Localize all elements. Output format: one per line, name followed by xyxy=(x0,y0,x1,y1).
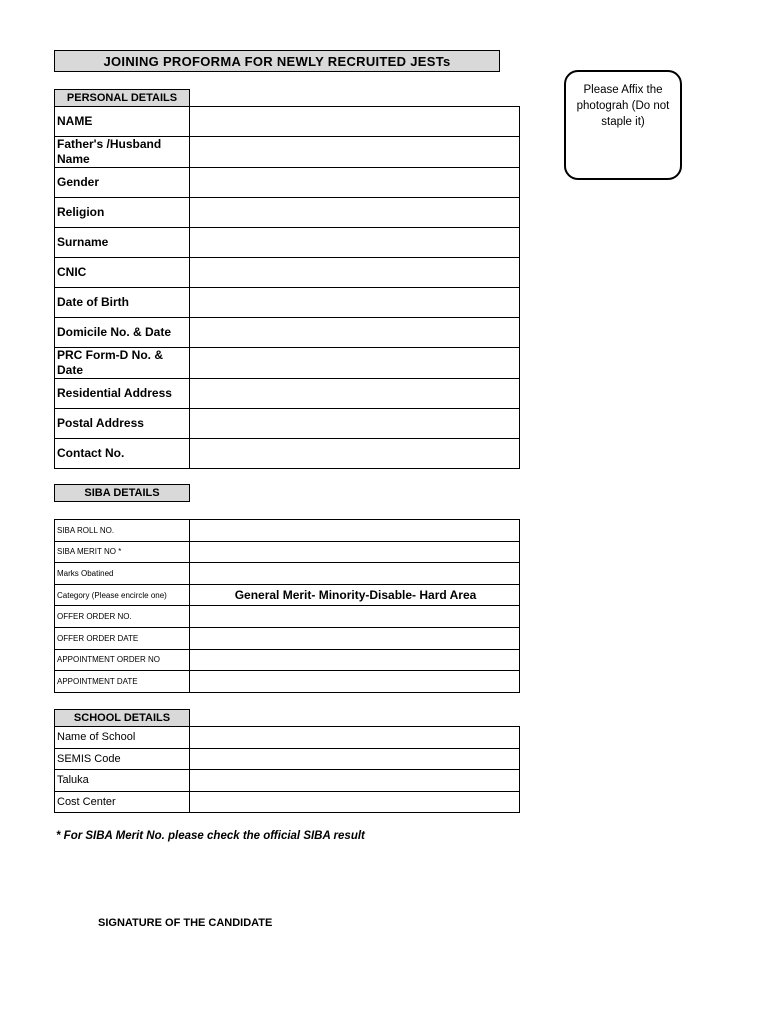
field-value-appointment-date[interactable] xyxy=(190,671,520,693)
field-label-surname: Surname xyxy=(55,228,190,258)
field-value-cnic[interactable] xyxy=(190,258,520,288)
field-label-semis-code: SEMIS Code xyxy=(55,748,190,770)
field-value-surname[interactable] xyxy=(190,228,520,258)
field-value-taluka[interactable] xyxy=(190,770,520,792)
field-label-residential-address: Residential Address xyxy=(55,379,190,409)
table-row xyxy=(55,606,520,628)
field-label-contact-no: Contact No. xyxy=(55,439,190,469)
field-label-domicile: Domicile No. & Date xyxy=(55,318,190,348)
field-label-gender: Gender xyxy=(55,168,190,198)
photo-placeholder: Please Affix the photograh (Do not staple it) xyxy=(564,70,682,180)
field-label-offer-order-date: OFFER ORDER DATE xyxy=(55,627,190,649)
table-row xyxy=(55,258,520,288)
table-row xyxy=(55,168,520,198)
table-row xyxy=(55,563,520,585)
table-row xyxy=(55,520,520,542)
table-row xyxy=(55,770,520,792)
field-value-marks-obtained[interactable] xyxy=(190,563,520,585)
table-row xyxy=(55,748,520,770)
field-value-offer-order-no[interactable] xyxy=(190,606,520,628)
field-label-appointment-date: APPOINTMENT DATE xyxy=(55,671,190,693)
field-value-siba-roll-no[interactable] xyxy=(190,520,520,542)
footnote: * For SIBA Merit No. please check the official SIBA result xyxy=(56,830,365,842)
field-label-siba-merit-no: SIBA MERIT NO * xyxy=(55,541,190,563)
field-value-semis-code[interactable] xyxy=(190,748,520,770)
field-value-siba-merit-no[interactable] xyxy=(190,541,520,563)
field-value-cost-center[interactable] xyxy=(190,791,520,813)
field-value-religion[interactable] xyxy=(190,198,520,228)
field-label-cnic: CNIC xyxy=(55,258,190,288)
field-label-date-of-birth: Date of Birth xyxy=(55,288,190,318)
field-value-name-of-school[interactable] xyxy=(190,727,520,749)
school-details-table xyxy=(54,726,520,813)
field-label-name: NAME xyxy=(55,107,190,137)
field-value-contact-no[interactable] xyxy=(190,439,520,469)
table-row xyxy=(55,649,520,671)
field-label-siba-roll-no: SIBA ROLL NO. xyxy=(55,520,190,542)
table-row xyxy=(55,791,520,813)
table-row xyxy=(55,198,520,228)
siba-details-table xyxy=(54,519,520,693)
field-label-prc-form-d: PRC Form-D No. & Date xyxy=(55,348,190,379)
table-row xyxy=(55,541,520,563)
table-row xyxy=(55,318,520,348)
table-row xyxy=(55,379,520,409)
field-value-appointment-order-no[interactable] xyxy=(190,649,520,671)
table-row xyxy=(55,228,520,258)
form-title: JOINING PROFORMA FOR NEWLY RECRUITED JESTs xyxy=(54,50,500,72)
field-label-name-of-school: Name of School xyxy=(55,727,190,749)
field-label-postal-address: Postal Address xyxy=(55,409,190,439)
field-label-offer-order-no: OFFER ORDER NO. xyxy=(55,606,190,628)
table-row xyxy=(55,107,520,137)
personal-details-table xyxy=(54,106,520,469)
personal-details-heading: PERSONAL DETAILS xyxy=(54,89,190,106)
field-value-father-husband-name[interactable] xyxy=(190,137,520,168)
table-row xyxy=(55,439,520,469)
field-value-postal-address[interactable] xyxy=(190,409,520,439)
table-row xyxy=(55,137,520,168)
field-value-domicile[interactable] xyxy=(190,318,520,348)
siba-details-heading: SIBA DETAILS xyxy=(54,484,190,502)
field-value-offer-order-date[interactable] xyxy=(190,627,520,649)
field-value-category-options[interactable]: General Merit- Minority-Disable- Hard Area xyxy=(190,584,520,606)
table-row xyxy=(55,627,520,649)
table-row xyxy=(55,348,520,379)
field-label-category: Category (Please encircle one) xyxy=(55,584,190,606)
field-label-religion: Religion xyxy=(55,198,190,228)
field-value-prc-form-d[interactable] xyxy=(190,348,520,379)
field-value-date-of-birth[interactable] xyxy=(190,288,520,318)
table-row xyxy=(55,409,520,439)
signature-label: SIGNATURE OF THE CANDIDATE xyxy=(98,917,273,929)
field-label-marks-obtained: Marks Obatined xyxy=(55,563,190,585)
table-row xyxy=(55,288,520,318)
field-label-appointment-order-no: APPOINTMENT ORDER NO xyxy=(55,649,190,671)
field-label-taluka: Taluka xyxy=(55,770,190,792)
field-value-name[interactable] xyxy=(190,107,520,137)
table-row xyxy=(55,584,520,606)
field-label-cost-center: Cost Center xyxy=(55,791,190,813)
field-value-gender[interactable] xyxy=(190,168,520,198)
field-value-residential-address[interactable] xyxy=(190,379,520,409)
table-row xyxy=(55,727,520,749)
field-label-father-husband-name: Father's /Husband Name xyxy=(55,137,190,168)
table-row xyxy=(55,671,520,693)
school-details-heading: SCHOOL DETAILS xyxy=(54,709,190,726)
